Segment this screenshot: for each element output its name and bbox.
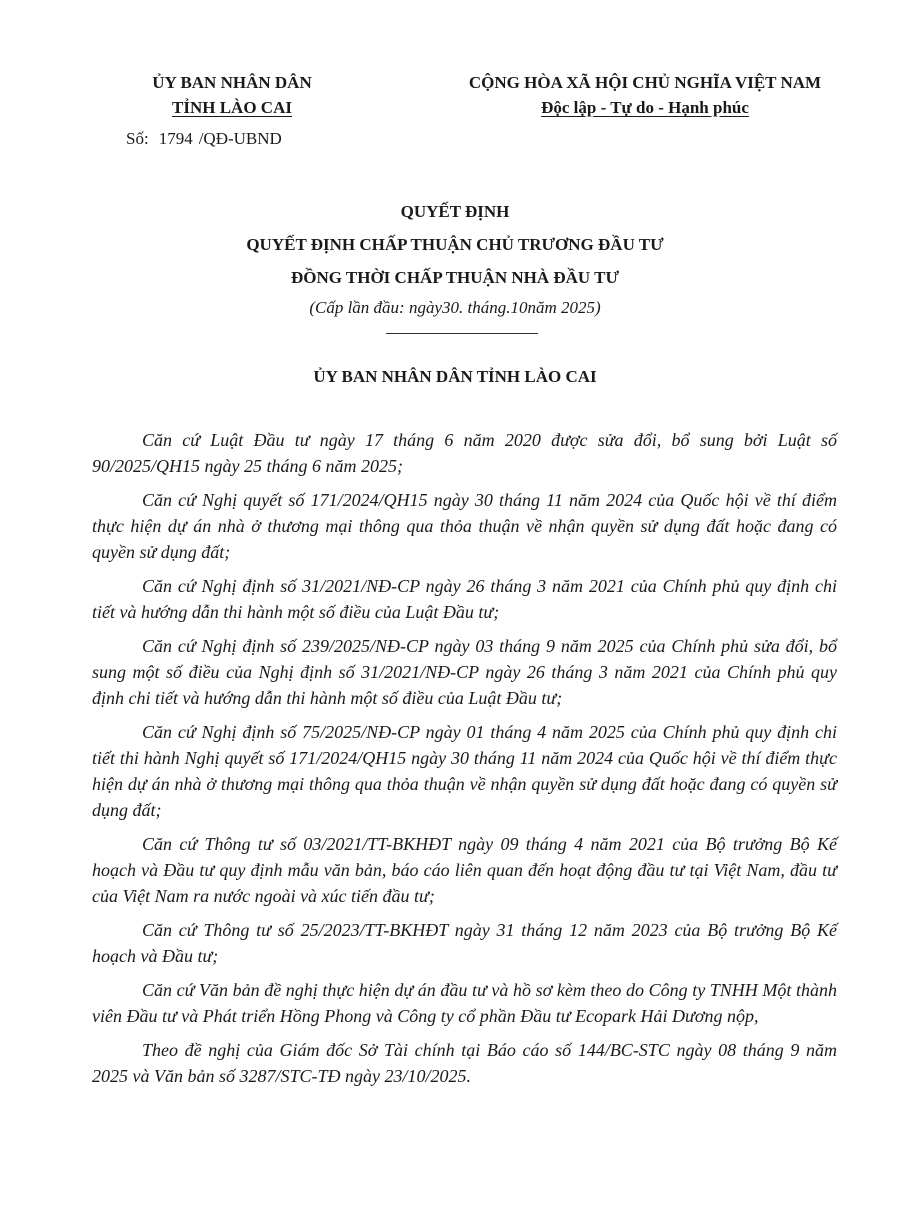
document-subtitle-1: QUYẾT ĐỊNH CHẤP THUẬN CHỦ TRƯƠNG ĐẦU TƯ [246,235,664,254]
legal-basis-paragraph: Căn cứ Nghị định số 239/2025/NĐ-CP ngày 03 tháng 9 năm 2025 của Chính phủ sửa đổi, bổ sung một số điều của Nghị định số 31/2021/NĐ-CP ngày 26 tháng 3 năm 2021 của Chính phủ quy định chi tiết và hướng dẫn thi hành một số điều của Luật Đầu tư; [92,636,837,708]
legal-basis-paragraph: Căn cứ Nghị định số 75/2025/NĐ-CP ngày 01 tháng 4 năm 2025 của Chính phủ quy định chi tiết thi hành Nghị quyết số 171/2024/QH15 ngày 30 tháng 11 năm 2024 của Quốc hội về thí điểm thực hiện dự án nhà ở thương mại thông qua thỏa thuận về nhận quyền sử dụng đất hoặc đang có quyền sử dụng đất; [92,722,837,820]
issuing-authority-line2: TỈNH LÀO CAI [172,98,292,117]
deciding-authority: ỦY BAN NHÂN DÂN TỈNH LÀO CAI [313,367,597,386]
legal-basis-paragraph: Căn cứ Luật Đầu tư ngày 17 tháng 6 năm 2020 được sửa đổi, bổ sung bởi Luật số 90/2025/QH15 ngày 25 tháng 6 năm 2025; [92,430,837,476]
legal-basis-paragraph: Căn cứ Thông tư số 25/2023/TT-BKHĐT ngày 31 tháng 12 năm 2023 của Bộ trưởng Bộ Kế hoạch và Đầu tư; [92,920,837,966]
document-titles [0,195,910,322]
issuing-authority-line1: ỦY BAN NHÂN DÂN [152,73,312,92]
document-number-label: Số: [126,129,149,148]
legal-basis-paragraph: Căn cứ Thông tư số 03/2021/TT-BKHĐT ngày 09 tháng 4 năm 2021 của Bộ trưởng Bộ Kế hoạch và Đầu tư quy định mẫu văn bản, báo cáo liên quan đến hoạt động đầu tư tại Việt Nam, đầu tư của Việt Nam ra nước ngoài và xúc tiến đầu tư; [92,834,837,906]
legal-basis-paragraph: Căn cứ Nghị quyết số 171/2024/QH15 ngày 30 tháng 11 năm 2024 của Quốc hội về thí điểm thực hiện dự án nhà ở thương mại thông qua thỏa thuận về nhận quyền sử dụng đất hoặc đang có quyền sử dụng đất; [92,490,837,562]
title-divider [386,333,538,334]
national-motto: Độc lập - Tự do - Hạnh phúc [541,98,749,117]
document-subtitle-2: ĐỒNG THỜI CHẤP THUẬN NHÀ ĐẦU TƯ [290,268,620,287]
document-number [126,129,282,149]
document-number-suffix: /QĐ-UBND [198,129,282,148]
national-motto-block [430,70,860,120]
legal-basis-paragraph: Căn cứ Nghị định số 31/2021/NĐ-CP ngày 26 tháng 3 năm 2021 của Chính phủ quy định chi tiết và hướng dẫn thi hành một số điều của Luật Đầu tư; [92,576,837,622]
issuing-authority-block [112,70,352,120]
document-title: QUYẾT ĐỊNH [400,202,510,221]
document-number-value: 1794 [158,129,193,148]
issue-date: (Cấp lần đầu: ngày30. tháng.10năm 2025) [309,298,601,317]
legal-basis-section [92,427,837,1097]
national-name: CỘNG HÒA XÃ HỘI CHỦ NGHĨA VIỆT NAM [468,73,822,92]
legal-basis-paragraph: Theo đề nghị của Giám đốc Sở Tài chính tại Báo cáo số 144/BC-STC ngày 08 tháng 9 năm 2025 và Văn bản số 3287/STC-TĐ ngày 23/10/2025. [92,1040,837,1086]
legal-basis-paragraph: Căn cứ Văn bản đề nghị thực hiện dự án đầu tư và hồ sơ kèm theo do Công ty TNHH Một thành viên Đầu tư và Phát triển Hồng Phong và Công ty cổ phần Đầu tư Ecopark Hải Dương nộp, [92,980,837,1026]
